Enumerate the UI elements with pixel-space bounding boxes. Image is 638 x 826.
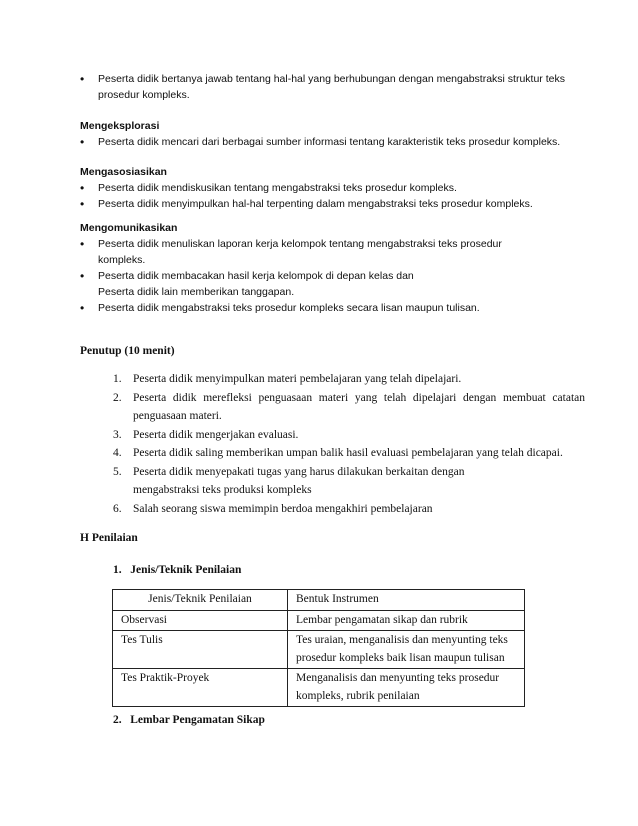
item-number: 4. <box>113 447 122 459</box>
list-item <box>113 370 585 389</box>
list-item: • Peserta didik membacakan hasil kerja kelompok di depan kelas dan Peserta didik lain memberikan tanggapan. <box>80 268 443 300</box>
section-mengeksplorasi <box>0 118 568 150</box>
list-item <box>113 500 585 519</box>
item-text: Peserta didik mengerjakan evaluasi. <box>133 428 299 441</box>
table-row <box>113 631 525 669</box>
item-number: 2. <box>113 391 122 404</box>
table-header-row <box>113 590 525 611</box>
bullet-list <box>0 180 568 212</box>
bullet-list <box>0 236 568 316</box>
table-header-cell: Jenis/Teknik Penilaian <box>113 590 288 611</box>
list-item <box>113 389 585 426</box>
list-item: • Peserta didik mencari dari berbagai sumber informasi tentang karakteristik teks prosedur kompleks. <box>80 134 568 150</box>
table-cell: Tes Praktik-Proyek <box>113 669 288 707</box>
list-item: • Peserta didik menuliskan laporan kerja kelompok tentang mengabstraksi teks prosedur kompleks. <box>80 236 528 268</box>
item-text: Peserta didik merefleksi penguasaan materi yang telah dipelajari dengan membuat catatan penguasaan materi. <box>133 391 585 422</box>
list-item <box>113 463 493 500</box>
penilaian-heading: H Penilaian <box>80 532 138 544</box>
table-row <box>113 669 525 707</box>
penilaian-sub-heading-1: 1. Jenis/Teknik Penilaian <box>113 564 242 576</box>
table-row <box>113 610 525 631</box>
table-cell: Lembar pengamatan sikap dan rubrik <box>288 610 525 631</box>
section-mengasosiasikan <box>0 164 568 212</box>
section-mengomunikasikan <box>0 220 568 316</box>
item-number: 5. <box>113 465 122 478</box>
list-item: • Peserta didik mengabstraksi teks prosedur kompleks secara lisan maupun tulisan. <box>80 300 568 316</box>
section-heading: Mengeksplorasi <box>80 120 160 132</box>
list-item <box>113 426 585 445</box>
item-number: 6. <box>113 502 122 515</box>
list-item: • Peserta didik bertanya jawab tentang hal-hal yang berhubungan dengan mengabstraksi struktur teks prosedur kompleks. <box>80 71 568 103</box>
penilaian-sub-heading-2: 2. Lembar Pengamatan Sikap <box>113 714 265 726</box>
section-heading: Mengomunikasikan <box>80 222 178 234</box>
table-header-cell: Bentuk Instrumen <box>288 590 525 611</box>
item-number: 1. <box>113 373 122 385</box>
list-item: • Peserta didik mendiskusikan tentang mengabstraksi teks prosedur kompleks. <box>80 180 568 196</box>
penutup-list <box>0 370 585 518</box>
table-cell: Menganalisis dan menyunting teks prosedur kompleks, rubrik penilaian <box>288 669 525 707</box>
list-item <box>113 444 585 463</box>
item-text: Salah seorang siswa memimpin berdoa mengakhiri pembelajaran <box>133 502 433 515</box>
table-cell: Tes Tulis <box>113 631 288 669</box>
item-text: Peserta didik menyepakati tugas yang harus dilakukan berkaitan dengan mengabstraksi teks produksi kompleks <box>133 465 465 496</box>
intro-bullet-list <box>0 71 568 103</box>
penutup-heading: Penutup (10 menit) <box>80 345 175 357</box>
list-item: • Peserta didik menyimpulkan hal-hal terpenting dalam mengabstraksi teks prosedur kompleks. <box>80 196 568 212</box>
section-heading: Mengasosiasikan <box>80 166 167 178</box>
item-number: 3. <box>113 428 122 441</box>
item-text: Peserta didik saling memberikan umpan balik hasil evaluasi pembelajaran yang telah dicapai. <box>133 447 563 459</box>
table-cell: Observasi <box>113 610 288 631</box>
instrument-table <box>112 589 525 707</box>
table-cell: Tes uraian, menganalisis dan menyunting teks prosedur kompleks baik lisan maupun tulisan <box>288 631 525 669</box>
item-text: Peserta didik menyimpulkan materi pembelajaran yang telah dipelajari. <box>133 373 462 385</box>
bullet-list <box>0 134 568 150</box>
